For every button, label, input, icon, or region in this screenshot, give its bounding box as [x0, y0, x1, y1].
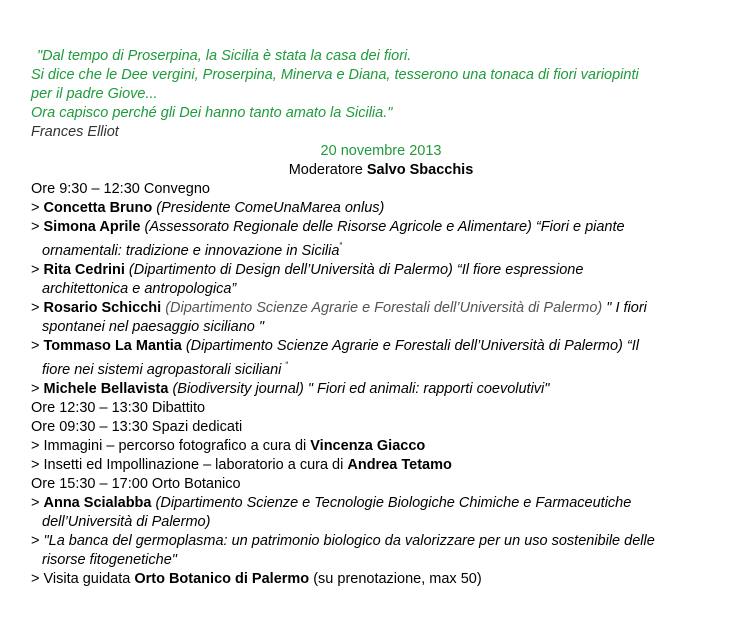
- speaker-item: > Simona Aprile (Assessorato Regionale delle Risorse Agricole e Alimentare) “Fiori e piante ornamentali: tradizione e innovazione in Sicilia”: [31, 219, 625, 259]
- talk-title-cont: architettonica e antropologica”: [42, 280, 237, 297]
- session-convegno: Ore 9:30 – 12:30 Convegno: [31, 181, 210, 197]
- speaker-item: > Rita Cedrini (Dipartimento di Design dell’Università di Palermo) “Il fiore espressione architettonica e antropologica”: [31, 261, 584, 297]
- session-dibattito: Ore 12:30 – 13:30 Dibattito: [31, 399, 206, 416]
- talk-title: “Il fiore espressione: [456, 261, 584, 278]
- talk-title-cont: ornamentali: tradizione e innovazione in Sicilia: [42, 242, 340, 259]
- speaker-affiliation: (Dipartimento Scienze Agrarie e Forestali dell’Università di Palermo): [165, 299, 603, 316]
- quote-line-4: Ora capisco perché gli Dei hanno tanto amato la Sicilia.": [31, 105, 393, 121]
- activity-curator: Vincenza Giacco: [310, 437, 426, 454]
- booking-note: (su prenotazione, max 50): [313, 570, 482, 587]
- speaker-affiliation: (Dipartimento Scienze e Tecnologie Biologiche Chimiche e Farmaceutiche: [155, 494, 632, 511]
- speaker-name: Concetta Bruno: [43, 200, 153, 216]
- speaker-name: Rita Cedrini: [43, 261, 125, 278]
- talk-title: " Fiori ed animali: rapporti coevolutivi": [307, 380, 550, 397]
- talk-title: " I fiori: [606, 299, 647, 316]
- talk-title-cont: risorse fitogenetiche": [42, 551, 177, 568]
- activity-item: > Insetti ed Impollinazione – laboratorio a cura di Andrea Tetamo: [31, 456, 452, 473]
- speaker-name: Anna Scialabba: [43, 494, 152, 511]
- moderator-name: Salvo Sbacchis: [366, 162, 474, 178]
- talk-item: > "La banca del germoplasma: un patrimonio biologico da valorizzare per un uso sostenibile delle risorse fitogenetiche": [31, 532, 655, 568]
- speaker-affiliation-cont: dell’Università di Palermo): [42, 513, 211, 530]
- speaker-name: Michele Bellavista: [43, 380, 169, 397]
- speaker-item: > Anna Scialabba (Dipartimento Scienze e Tecnologie Biologiche Chimiche e Farmaceutiche dell’Università di Palermo): [31, 494, 632, 530]
- speaker-affiliation: (Assessorato Regionale delle Risorse Agricole e Alimentare): [144, 219, 532, 235]
- speaker-item: > Concetta Bruno (Presidente ComeUnaMarea onlus): [31, 200, 385, 216]
- event-document: [31, 47, 731, 589]
- quote-line-3: per il padre Giove...: [31, 86, 158, 102]
- activity-curator: Andrea Tetamo: [347, 456, 452, 473]
- speaker-affiliation: (Biodiversity journal): [172, 380, 304, 397]
- epigraph-quote: [31, 47, 731, 123]
- talk-title-cont: spontanei nel paesaggio siciliano ": [42, 318, 264, 335]
- quote-author: Frances Elliot: [31, 124, 119, 140]
- talk-title: “Il: [626, 337, 640, 354]
- speaker-name: Tommaso La Mantia: [43, 337, 182, 354]
- speaker-name: Rosario Schicchi: [43, 299, 162, 316]
- speaker-affiliation: (Dipartimento di Design dell’Università di Palermo): [128, 261, 453, 278]
- moderator-line: [31, 161, 731, 180]
- session-spazi: Ore 09:30 – 13:30 Spazi dedicati: [31, 418, 243, 435]
- quote-line-2: Si dice che le Dee vergini, Proserpina, Minerva e Diana, tesserono una tonaca di fiori variopinti: [31, 67, 639, 83]
- garden-name: Orto Botanico di Palermo: [134, 570, 310, 587]
- quote-line-1: "Dal tempo di Proserpina, la Sicilia è stata la casa dei fiori.: [37, 48, 412, 64]
- speaker-affiliation: (Dipartimento Scienze Agrarie e Forestali dell’Università di Palermo): [185, 337, 623, 354]
- speaker-name: Simona Aprile: [43, 219, 141, 235]
- event-date: 20 novembre 2013: [320, 143, 442, 159]
- talk-title: "La banca del germoplasma: un patrimonio biologico da valorizzare per un uso sostenibile delle: [43, 532, 655, 549]
- talk-title: “Fiori e piante: [535, 219, 625, 235]
- moderator-label: Moderatore: [288, 162, 363, 178]
- activity-item: > Immagini – percorso fotografico a cura di Vincenza Giacco: [31, 437, 426, 454]
- speaker-affiliation: (Presidente ComeUnaMarea onlus): [156, 200, 385, 216]
- talk-title-cont: fiore nei sistemi agropastorali siciliani: [42, 361, 282, 378]
- speaker-item: > Michele Bellavista (Biodiversity journal) " Fiori ed animali: rapporti coevolutivi": [31, 380, 550, 397]
- speaker-item: > Rosario Schicchi (Dipartimento Scienze Agrarie e Forestali dell’Università di Palermo) " I fiori spontanei nel paesaggio siciliano ": [31, 299, 647, 335]
- activity-item: > Visita guidata Orto Botanico di Palermo (su prenotazione, max 50): [31, 570, 482, 587]
- speaker-item: > Tommaso La Mantia (Dipartimento Scienze Agrarie e Forestali dell’Università di Palermo) “Il fiore nei sistemi agropastorali siciliani “: [31, 337, 640, 378]
- session-orto: Ore 15:30 – 17:00 Orto Botanico: [31, 475, 241, 492]
